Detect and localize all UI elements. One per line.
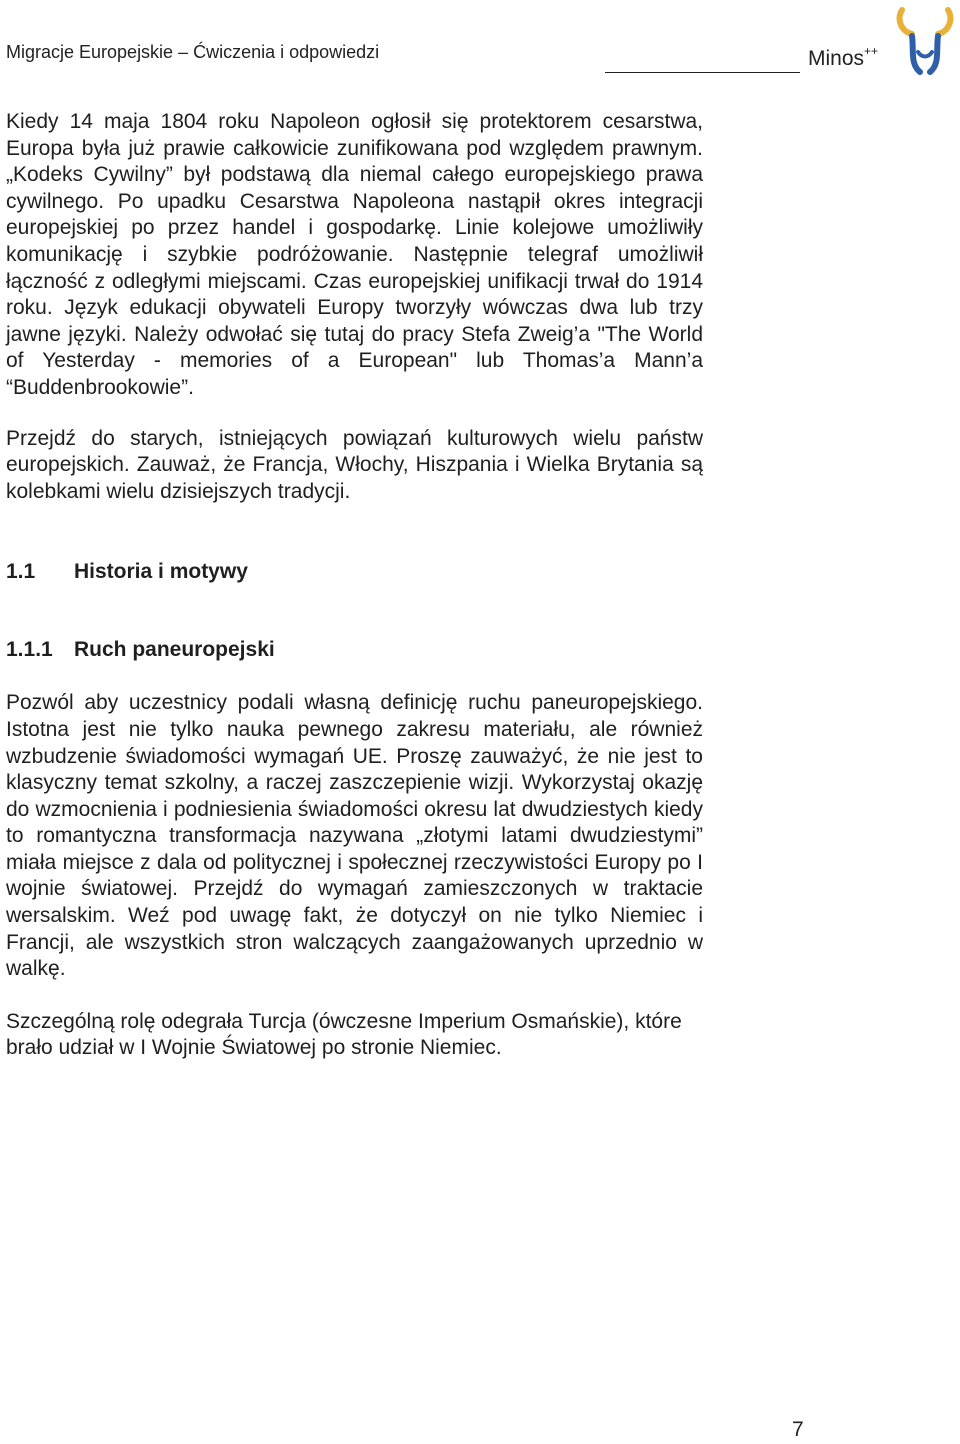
section-title: Historia i motywy <box>74 560 248 584</box>
brand-name <box>808 46 878 71</box>
document-body <box>6 109 703 1062</box>
running-header-title: Migracje Europejskie – Ćwiczenia i odpowiedzi <box>6 42 380 62</box>
paragraph-turkey: Szczególną rolę odegrała Turcja (ówczesne Imperium Osmańskie), które brało udział w I Wojnie Światowej po stronie Niemiec. <box>6 1009 682 1060</box>
minos-bull-logo-icon <box>894 6 956 76</box>
subsection-number: 1.1.1 <box>6 638 53 662</box>
brand-text: Minos <box>808 47 865 70</box>
section-number: 1.1 <box>6 560 36 584</box>
subsection-heading <box>6 637 703 663</box>
paragraph-napoleon: Kiedy 14 maja 1804 roku Napoleon ogłosił się protektorem cesarstwa, Europa była już prawie całkowicie zunifikowana pod względem prawnym. „Kodeks Cywilny” był podstawą dla niemal całego europejskiego prawa cywilnego. Po upadku Cesarstwa Napoleona nastąpił okres integracji europejskiej po przez handel i gospodarkę. Linie kolejowe umożliwiły komunikację i szybkie podróżowanie. Następnie telegraf umożliwił łączność z odległymi miejscami. Czas europejskiej unifikacji trwał do 1914 roku. Język edukacji obywateli Europy tworzyły wówczas dwa lub trzy jawne języki. Należy odwołać się tutaj do pracy Stefa Zweig’a "The World of Yesterday - memories of a European" lub Thomas’a Mann’a “Buddenbrookowie”. <box>6 110 703 399</box>
brand-superscript: ++ <box>864 44 879 58</box>
header-rule <box>605 72 800 73</box>
subsection-title: Ruch paneuropejski <box>74 638 275 662</box>
paragraph-cultural-ties: Przejdź do starych, istniejących powiązań kulturowych wielu państw europejskich. Zauważ, że Francja, Włochy, Hiszpania i Wielka Brytania są kolebkami wielu dzisiejszych tradycji. <box>6 426 703 503</box>
page-number: 7 <box>792 1418 804 1441</box>
section-heading <box>6 559 703 585</box>
paragraph-paneuropean: Pozwól aby uczestnicy podali własną definicję ruchu paneuropejskiego. Istotna jest nie tylko nauka pewnego zakresu materiału, ale również wzbudzenie świadomości wymagań UE. Proszę zauważyć, że nie jest to klasyczny temat szkolny, a raczej zaszczepienie wizji. Wykorzystaj okazję do wzmocnienia i podniesienia świadomości okresu lat dwudziestych kiedy to romantyczna transformacja nazywana „złotymi latami dwudziestymi” miała miejsce z dala od politycznej i społecznej rzeczywistości Europy po I wojnie światowej. Przejdź do wymagań zamieszczonych w traktacie wersalskim. Weź pod uwagę fakt, że dotyczył on nie tylko Niemiec i Francji, ale wszystkich stron walczących zaangażowanych uprzednio w walkę. <box>6 691 703 981</box>
